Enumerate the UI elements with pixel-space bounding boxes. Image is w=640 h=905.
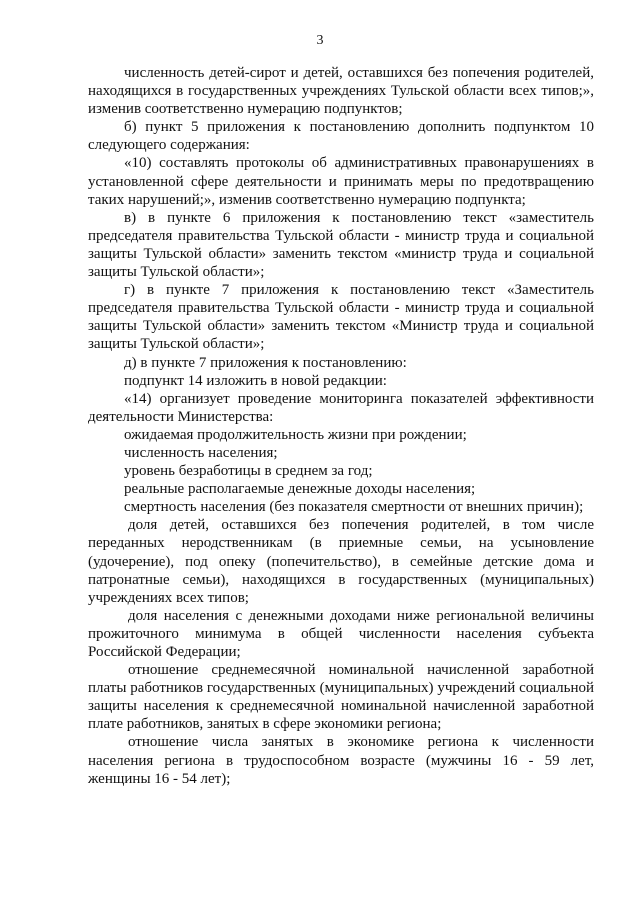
document-body — [88, 64, 594, 788]
paragraph: ожидаемая продолжительность жизни при рождении; — [124, 426, 467, 443]
paragraph: в) в пункте 6 приложения к постановлению текст «заместитель председателя правительства Тульской области - министр труда и социальной защиты Тульской области» заменить текстом «министр труда и социальной защиты Тульской области»; — [88, 209, 594, 281]
paragraph: реальные располагаемые денежные доходы населения; — [124, 481, 476, 498]
paragraph: численность населения; — [124, 444, 278, 461]
paragraph: отношение среднемесячной номинальной начисленной заработной платы работников государственных (муниципальных) учреждений социальной защиты населения к среднемесячной номинальной начисленной заработной плате работников, занятых в сфере экономики региона; — [88, 662, 594, 733]
paragraph: отношение числа занятых в экономике региона к численности населения региона в трудоспособном возрасте (мужчины 16 - 59 лет, женщины 16 - 54 лет); — [88, 734, 594, 787]
paragraph: «14) организует проведение мониторинга показателей эффективности деятельности Министерства: — [88, 390, 594, 425]
paragraph: численность детей-сирот и детей, оставшихся без попечения родителей, находящихся в государственных учреждениях Тульской области всех типов;», изменив соответственно нумерацию подпунктов; — [88, 65, 594, 118]
paragraph: б) пункт 5 приложения к постановлению дополнить подпунктом 10 следующего содержания: — [88, 119, 594, 154]
paragraph: подпункт 14 изложить в новой редакции: — [124, 372, 387, 389]
paragraph: «10) составлять протоколы об административных правонарушениях в установленной сфере деятельности и принимать меры по предотвращению таких нарушений;», изменив соответственно нумерацию подпункта; — [88, 155, 594, 208]
paragraph: доля населения с денежными доходами ниже региональной величины прожиточного минимума в общей численности населения субъекта Российской Федерации; — [88, 607, 594, 660]
page-number: 3 — [316, 33, 324, 48]
paragraph: смертность населения (без показателя смертности от внешних причин); — [124, 499, 584, 516]
paragraph: д) в пункте 7 приложения к постановлению: — [124, 354, 407, 371]
paragraph: уровень безработицы в среднем за год; — [124, 463, 373, 480]
paragraph: доля детей, оставшихся без попечения родителей, в том числе переданных неродственникам (в приемные семьи, на усыновление (удочерение), под опеку (попечительство), в семейные детские дома и патронатные семьи), находящихся в государственных (муниципальных) учреждениях всех типов; — [88, 517, 594, 606]
paragraph: г) в пункте 7 приложения к постановлению текст «Заместитель председателя правительства Тульской области - министр труда и социальной защиты Тульской области» заменить текстом «Министр труда и социальной защиты Тульской области»; — [88, 282, 594, 353]
